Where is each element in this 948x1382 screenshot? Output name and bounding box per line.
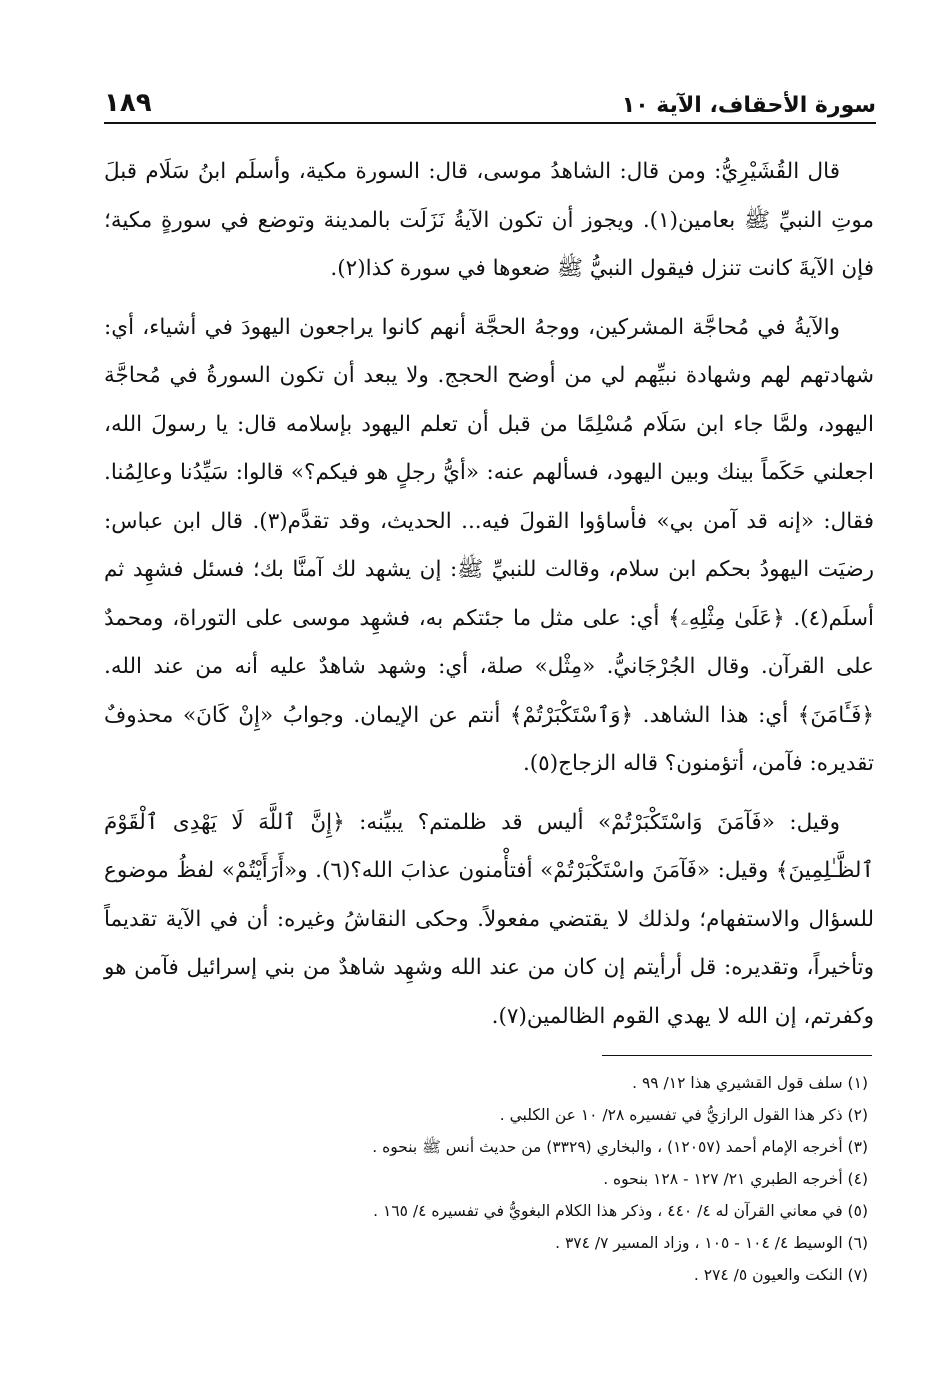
paragraph: قال القُشَيْرِيُّ: ومن قال: الشاهدُ موسى، قال: السورة مكية، وأسلَم ابنُ سَلَام قبلَ موتِ النبيِّ ﷺ بعامين(١). ويجوز أن تكون الآيةُ نَزَلَت بالمدينة وتوضع في سورةٍ مكية؛ فإن الآيةَ كانت تنزل فيقول النبيُّ ﷺ ضعوها في سورة كذا(٢). xyxy=(104,159,874,281)
paragraph: وقيل: «فَآمَنَ وَاسْتَكْبَرْتُمْ» أليس قد ظلمتم؟ يبيِّنه: ﴿إِنَّ ٱللَّهَ لَا يَهْدِى ٱلْقَوْمَ ٱلظَّـٰلِمِينَ﴾ وقيل: «فَآمَنَ واسْتَكْبَرْتُمْ» أفتأْمنون عذابَ الله؟(٦). و«أَرَأَيْتُمْ» لفظُ موضوع للسؤال والاستفهام؛ ولذلك لا يقتضي مفعولاً. وحكى النقاشُ وغيره: أن في الآية تقديماً وتأخيراً، وتقديره: قل أرأيتم إن كان من عند الله وشهِد شاهدٌ من بني إسرائيل فآمن هو وكفرتم، إن الله لا يهدي القوم الظالمين(٧). xyxy=(104,809,874,1029)
page-number: ١٨٩ xyxy=(104,88,152,118)
surah-title: سورة الأحقاف، الآية ١٠ xyxy=(621,93,876,118)
footnotes xyxy=(104,1067,874,1291)
main-text xyxy=(104,148,874,1051)
footnote: (٣) أخرجه الإمام أحمد (١٢٠٥٧) ، والبخاري (٣٣٢٩) من حديث أنس ﷺ بنحوه . xyxy=(372,1138,868,1156)
footnote: (٥) في معاني القرآن له ٤/ ٤٤٠ ، وذكر هذا الكلام البغويُّ في تفسيره ٤/ ١٦٥ . xyxy=(373,1202,868,1220)
footnote: (٧) النكت والعيون ٥/ ٢٧٤ . xyxy=(693,1266,868,1284)
paragraph: والآيةُ في مُحاجَّة المشركين، ووجهُ الحجَّة أنهم كانوا يراجعون اليهودَ في أشياء، أي: شهادتهم لهم وشهادة نبيِّهم لي من أوضح الحجج. ولا يبعد أن تكون السورةُ في مُحاجَّة اليهود، ولمَّا جاء ابن سَلَام مُسْلِمًا من قبل أن تعلم اليهود بإسلامه قال: يا رسولَ الله، اجعلني حَكَماً بينك وبين اليهود، فسألهم عنه: «أيُّ رجلٍ هو فيكم؟» قالوا: سَيِّدُنا وعالِمُنا. فقال: «إنه قد آمن بي» فأساؤوا القولَ فيه... الحديث، وقد تقدَّم(٣). قال ابن عباس: رضيَت اليهودُ بحكم ابن سلام، وقالت للنبيِّ ﷺ: إن يشهد لك آمنَّا بك؛ فسئل فشهِد ثم أسلَم(٤). ﴿عَلَىٰ مِثْلِهِۦ﴾ أي: على مثل ما جئتكم به، فشهِد موسى على التوراة، ومحمدٌ على القرآن. وقال الجُرْجَانيُّ. «مِثْل» صلة، أي: وشهد شاهدٌ عليه أنه من عند الله. ﴿فَـَٔامَنَ﴾ أي: هذا الشاهد. ﴿وَٱسْتَكْبَرْتُمْ﴾ أنتم عن الإيمان. وجوابُ «إِنْ كَانَ» محذوفٌ تقديره: فآمن، أتؤمنون؟ قاله الزجاج(٥). xyxy=(104,314,874,776)
running-header xyxy=(104,78,876,124)
footnote: (٤) أخرجه الطبري ٢١/ ١٢٧ - ١٢٨ بنحوه . xyxy=(603,1170,868,1188)
footnote-divider xyxy=(602,1055,872,1056)
footnote: (٢) ذكر هذا القول الرازيُّ في تفسيره ٢٨/ ١٠ عن الكلبي . xyxy=(499,1106,868,1124)
footnote: (١) سلف قول القشيري هذا ١٢/ ٩٩ . xyxy=(632,1074,868,1092)
footnote: (٦) الوسيط ٤/ ١٠٤ - ١٠٥ ، وزاد المسير ٧/ ٣٧٤ . xyxy=(555,1234,868,1252)
